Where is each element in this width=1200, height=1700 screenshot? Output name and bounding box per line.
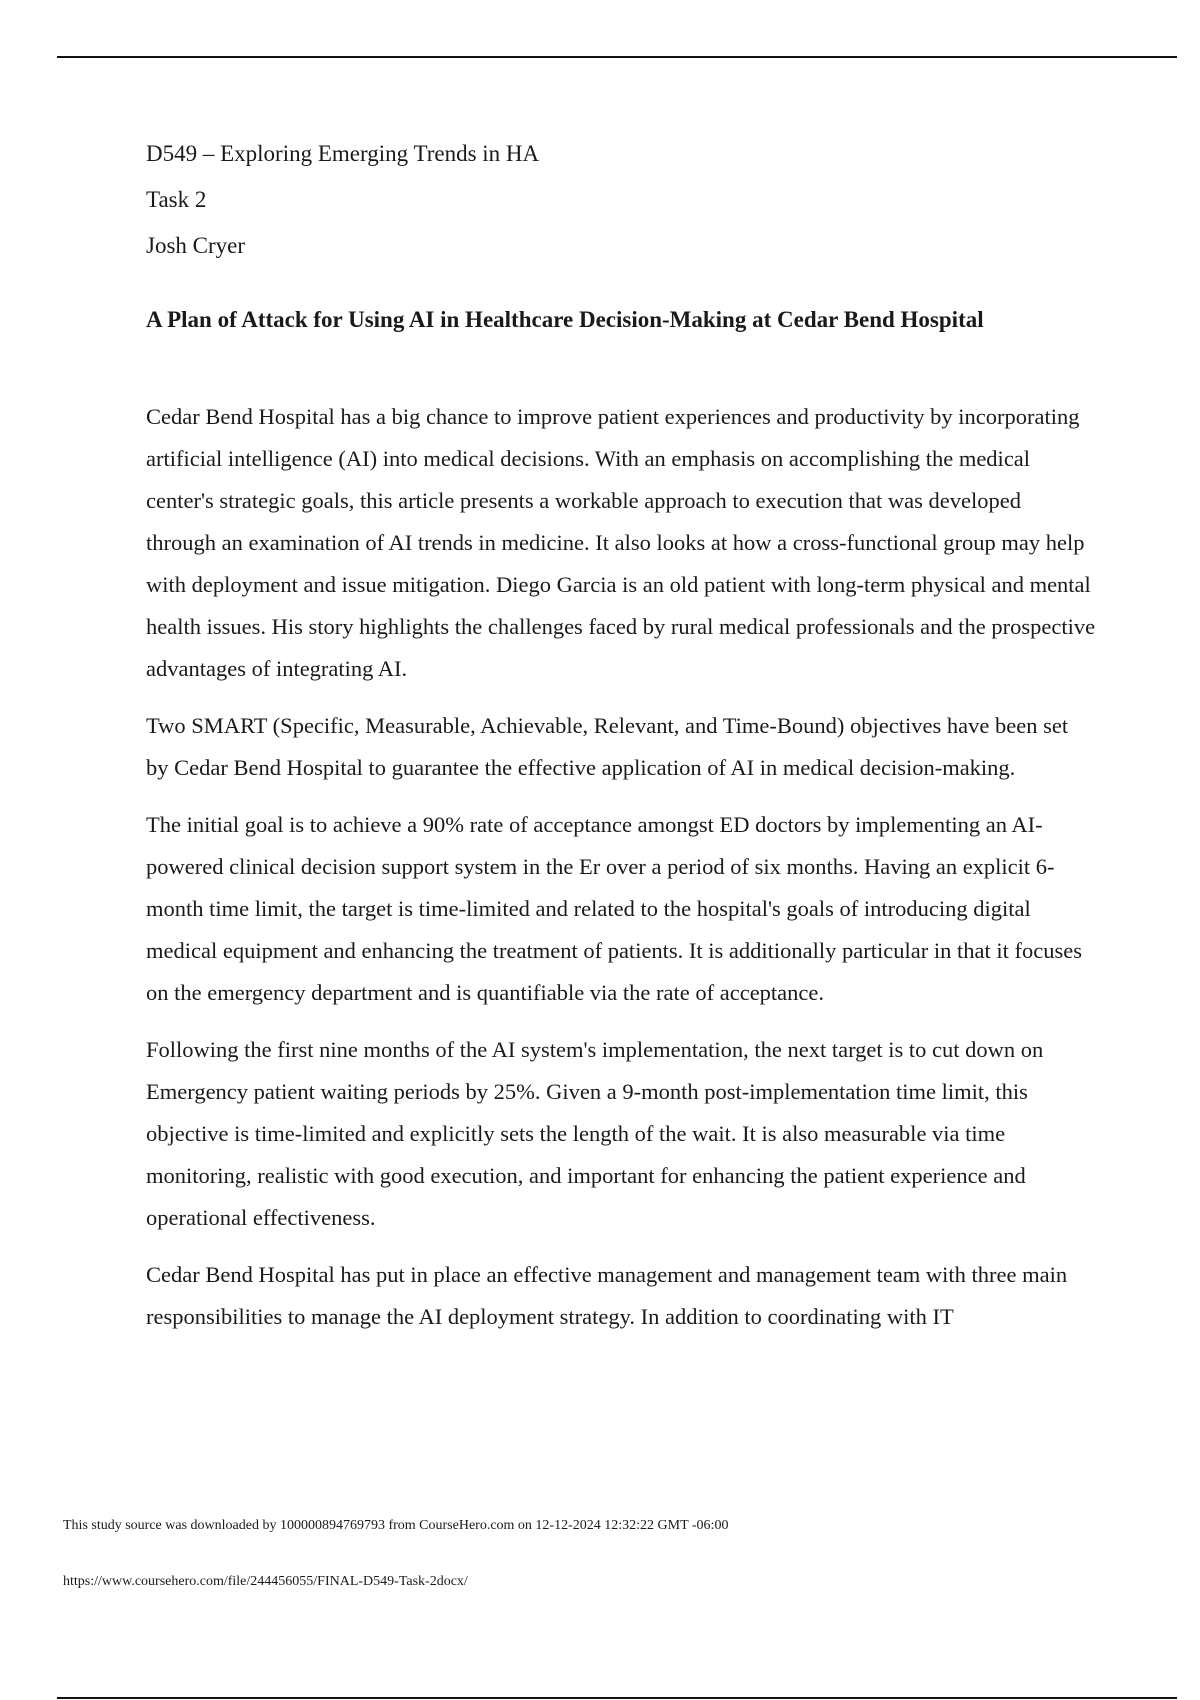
paragraph-intro: Cedar Bend Hospital has a big chance to improve patient experiences and productivity by incorporating artificial intelligence (AI) into medical decisions. With an emphasis on accomplishing the medical center's strategic goals, this article presents a workable approach to execution that was developed through an examination of AI trends in medicine. It also looks at how a cross-functional group may help with deployment and issue mitigation. Diego Garcia is an old patient with long-term physical and mental health issues. His story highlights the challenges faced by rural medical professionals and the prospective advantages of integrating AI. bbox=[146, 404, 1096, 681]
paragraph-smart-objectives: Two SMART (Specific, Measurable, Achievable, Relevant, and Time-Bound) objectives have been set by Cedar Bend Hospital to guarantee the effective application of AI in medical decision-making. bbox=[146, 713, 1069, 780]
footer-source-note: This study source was downloaded by 100000894769793 from CourseHero.com on 12-12-2024 12:32:22 GMT -06:00 bbox=[63, 1518, 729, 1533]
document-body bbox=[146, 140, 1096, 1353]
author-name: Josh Cryer bbox=[146, 233, 246, 258]
footer-url: https://www.coursehero.com/file/244456055/FINAL-D549-Task-2docx/ bbox=[63, 1574, 468, 1589]
body-text bbox=[146, 396, 1096, 1338]
top-rule bbox=[57, 56, 1177, 58]
bottom-rule bbox=[57, 1697, 1177, 1699]
course-title: D549 – Exploring Emerging Trends in HA bbox=[146, 141, 540, 166]
document-title: A Plan of Attack for Using AI in Healthcare Decision-Making at Cedar Bend Hospital bbox=[146, 307, 984, 332]
paragraph-goal-two: Following the first nine months of the AI system's implementation, the next target is to cut down on Emergency patient waiting periods by 25%. Given a 9-month post-implementation time limit, this objective is time-limited and explicitly sets the length of the wait. It is also measurable via time monitoring, realistic with good execution, and important for enhancing the patient experience and operational effectiveness. bbox=[146, 1037, 1044, 1230]
task-label: Task 2 bbox=[146, 187, 207, 212]
paragraph-goal-one: The initial goal is to achieve a 90% rate of acceptance amongst ED doctors by implementing an AI-powered clinical decision support system in the Er over a period of six months. Having an explicit 6-month time limit, the target is time-limited and related to the hospital's goals of introducing digital medical equipment and enhancing the treatment of patients. It is additionally particular in that it focuses on the emergency department and is quantifiable via the rate of acceptance. bbox=[146, 812, 1082, 1005]
paragraph-management-team: Cedar Bend Hospital has put in place an effective management and management team with three main responsibilities to manage the AI deployment strategy. In addition to coordinating with IT bbox=[146, 1262, 1068, 1329]
